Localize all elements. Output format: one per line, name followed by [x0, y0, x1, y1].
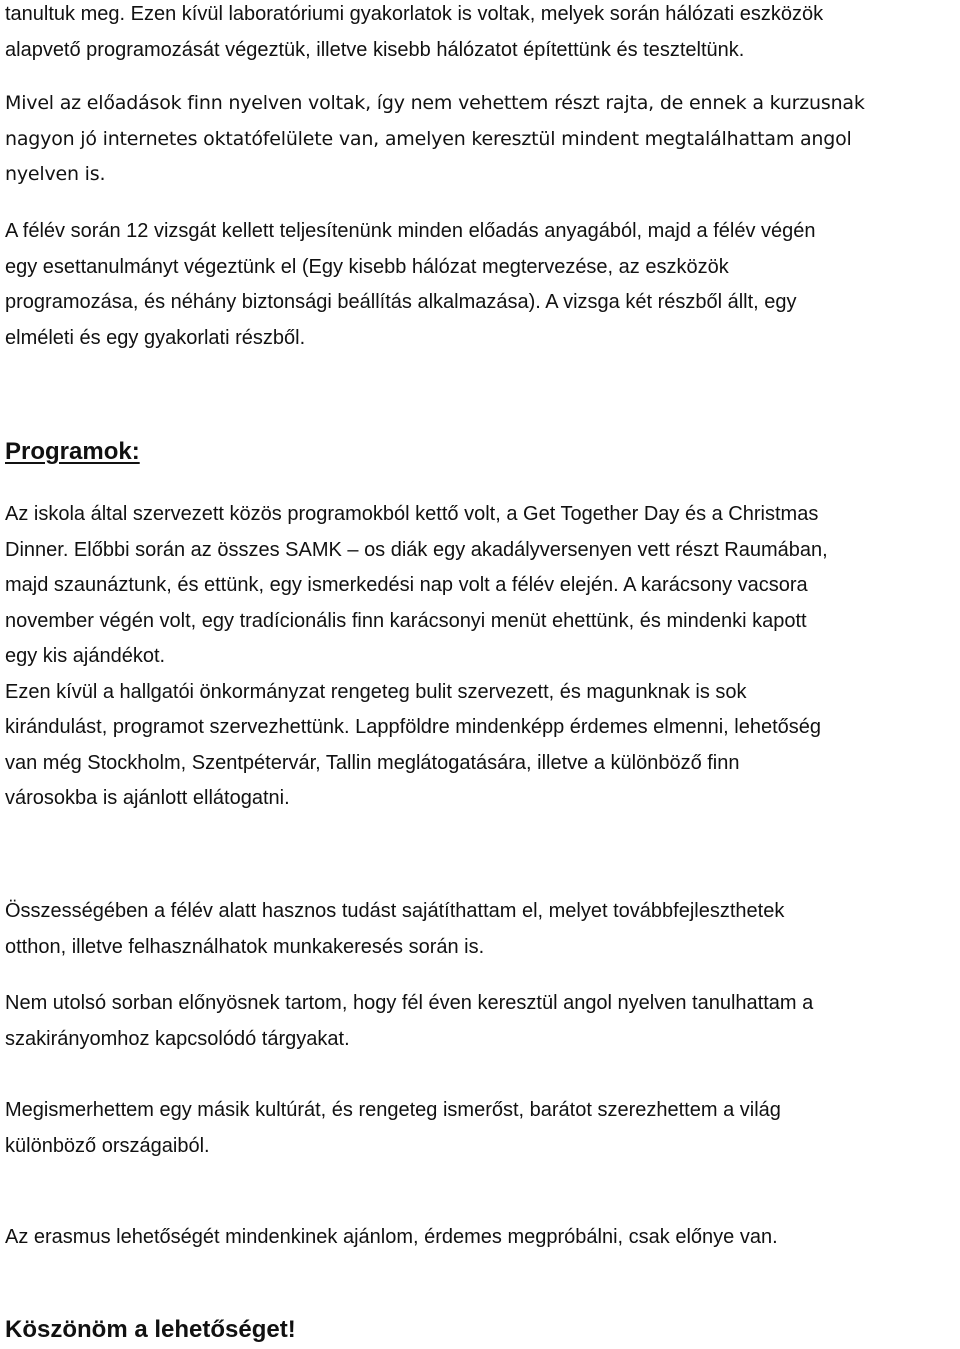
- paragraph-line: Az erasmus lehetőségét mindenkinek ajánlom, érdemes megpróbálni, csak előnye van.: [5, 1226, 778, 1248]
- paragraph-line: egy esettanulmányt végeztünk el (Egy kisebb hálózat megtervezése, az eszközök: [5, 255, 729, 278]
- paragraph-line: alapvető programozását végeztük, illetve kisebb hálózatot építettünk és teszteltünk.: [5, 38, 745, 61]
- lectures-paragraph: [5, 86, 955, 193]
- paragraph-line: Az iskola által szervezett közös programokból kettő volt, a Get Together Day és a Christmas: [5, 503, 819, 525]
- paragraph-line: elméleti és egy gyakorlati részből.: [5, 326, 306, 349]
- paragraph-line: A félév során 12 vizsgát kellett teljesítenünk minden előadás anyagából, majd a félév végén: [5, 220, 816, 242]
- paragraph-line: tanultuk meg. Ezen kívül laboratóriumi gyakorlatok is voltak, melyek során hálózati eszközök: [5, 3, 824, 25]
- paragraph-line: Ezen kívül a hallgatói önkormányzat rengeteg bulit szervezett, és magunknak is sok: [5, 680, 747, 703]
- programs-paragraph: [5, 497, 955, 817]
- thanks-heading: Köszönöm a lehetőséget!: [5, 1316, 296, 1343]
- paragraph-line: kirándulást, programot szervezhettünk. Lappföldre mindenképp érdemes elmenni, lehetőség: [5, 716, 822, 738]
- paragraph-line: van még Stockholm, Szentpétervár, Tallin meglátogatására, illetve a különböző finn: [5, 751, 740, 774]
- paragraph-line: szakirányomhoz kapcsolódó tárgyakat.: [5, 1027, 350, 1050]
- paragraph-line: november végén volt, egy tradícionális finn karácsonyi menüt ehettünk, és mindenki kapott: [5, 609, 807, 632]
- paragraph-line: Dinner. Előbbi során az összes SAMK – os diák egy akadályversenyen vett részt Raumában,: [5, 538, 828, 561]
- summary-paragraph: [5, 894, 955, 965]
- paragraph-line: Nem utolsó sorban előnyösnek tartom, hogy fél éven keresztül angol nyelven tanulhattam a: [5, 992, 814, 1014]
- recommend-paragraph: [5, 1220, 955, 1256]
- paragraph-line: Mivel az előadások finn nyelven voltak, így nem vehettem részt rajta, de ennek a kurzusnak: [5, 92, 865, 114]
- paragraph-line: majd szaunáztunk, és ettünk, egy ismerkedési nap volt a félév elején. A karácsony vacsora: [5, 574, 808, 596]
- intro-paragraph: [5, 0, 955, 68]
- paragraph-line: különböző országaiból.: [5, 1134, 210, 1157]
- exams-paragraph: [5, 214, 955, 356]
- paragraph-line: Összességében a félév alatt hasznos tudást sajátíthattam el, melyet továbbfejleszthetek: [5, 900, 785, 922]
- culture-paragraph: [5, 1093, 955, 1164]
- paragraph-line: programozása, és néhány biztonsági beállítás alkalmazása). A vizsga két részből állt, egy: [5, 291, 797, 313]
- paragraph-line: nagyon jó internetes oktatófelülete van, amelyen keresztül mindent megtalálhattam angol: [5, 127, 852, 150]
- paragraph-line: otthon, illetve felhasználhatok munkakeresés során is.: [5, 935, 485, 958]
- paragraph-line: nyelven is.: [5, 163, 106, 185]
- english-paragraph: [5, 986, 955, 1057]
- paragraph-line: városokba is ajánlott ellátogatni.: [5, 787, 290, 809]
- paragraph-line: Megismerhettem egy másik kultúrát, és rengeteg ismerőst, barátot szerezhettem a világ: [5, 1099, 781, 1121]
- programs-heading: Programok:: [5, 438, 140, 465]
- paragraph-line: egy kis ajándékot.: [5, 645, 166, 667]
